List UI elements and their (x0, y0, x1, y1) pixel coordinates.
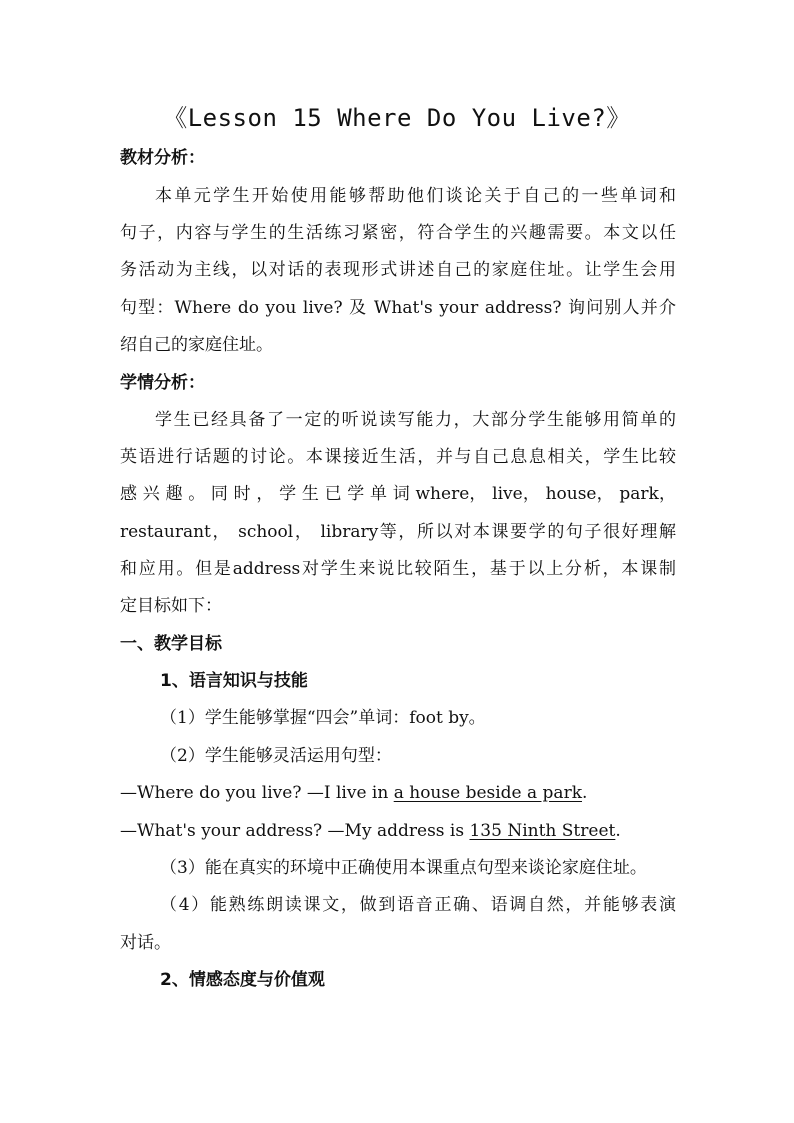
paragraph-line: 英语进行话题的讨论。本课接近生活，并与自己息息相关，学生比较 (120, 447, 676, 467)
dialog-text: —What's your address? —My address is (120, 821, 470, 841)
dialog-underlined-text: a house beside a park (393, 783, 582, 803)
goal-item-4-continued: 对话。 (120, 933, 171, 953)
dialog-underlined-text: 135 Ninth Street (469, 821, 616, 841)
goal-item-3: （3）能在真实的环境中正确使用本课重点句型来谈论家庭住址。 (160, 858, 647, 878)
paragraph-line: 务活动为主线，以对话的表现形式讲述自己的家庭住址。让学生会用 (120, 260, 676, 280)
paragraph-line: 绍自己的家庭住址。 (120, 335, 273, 355)
dialog-text: —Where do you live? —I live in (120, 783, 394, 803)
goal-item-2: （2）学生能够灵活运用句型： (160, 746, 392, 766)
goal-item-1: （1）学生能够掌握“四会”单词：foot by。 (160, 708, 486, 728)
paragraph-line: 和应用。但是address对学生来说比较陌生，基于以上分析，本课制 (120, 559, 676, 579)
dialog-end: . (615, 821, 621, 841)
paragraph-line: restaurant， school， library等，所以对本课要学的句子很好理解 (120, 522, 676, 542)
paragraph-line: 感 兴 趣 。 同 时 ， 学 生 已 学 单 词 where， live， house， park， (120, 484, 676, 504)
paragraph-line: 句子，内容与学生的生活练习紧密，符合学生的兴趣需要。本文以任 (120, 223, 676, 243)
dialog-line-2 (120, 819, 676, 843)
subheading-emotion-values: 2、情感态度与价值观 (160, 970, 325, 990)
section-heading-teaching-goals: 一、教学目标 (120, 634, 222, 654)
goal-item-4: （4）能熟练朗读课文，做到语音正确、语调自然，并能够表演 (160, 895, 676, 915)
section-heading-textbook-analysis: 教材分析： (120, 148, 205, 168)
dialog-end: . (582, 783, 588, 803)
subheading-language-skills: 1、语言知识与技能 (160, 671, 308, 691)
document-title: 《Lesson 15 Where Do You Live?》 (163, 104, 631, 132)
dialog-line-1 (120, 781, 676, 805)
section-heading-student-analysis: 学情分析： (120, 373, 205, 393)
paragraph-line: 句型：Where do you live? 及 What's your address? 询问别人并介 (120, 298, 676, 318)
paragraph-line: 学生已经具备了一定的听说读写能力，大部分学生能够用简单的 (155, 410, 676, 430)
paragraph-line: 本单元学生开始使用能够帮助他们谈论关于自己的一些单词和 (155, 186, 676, 206)
paragraph-line: 定目标如下： (120, 596, 222, 616)
